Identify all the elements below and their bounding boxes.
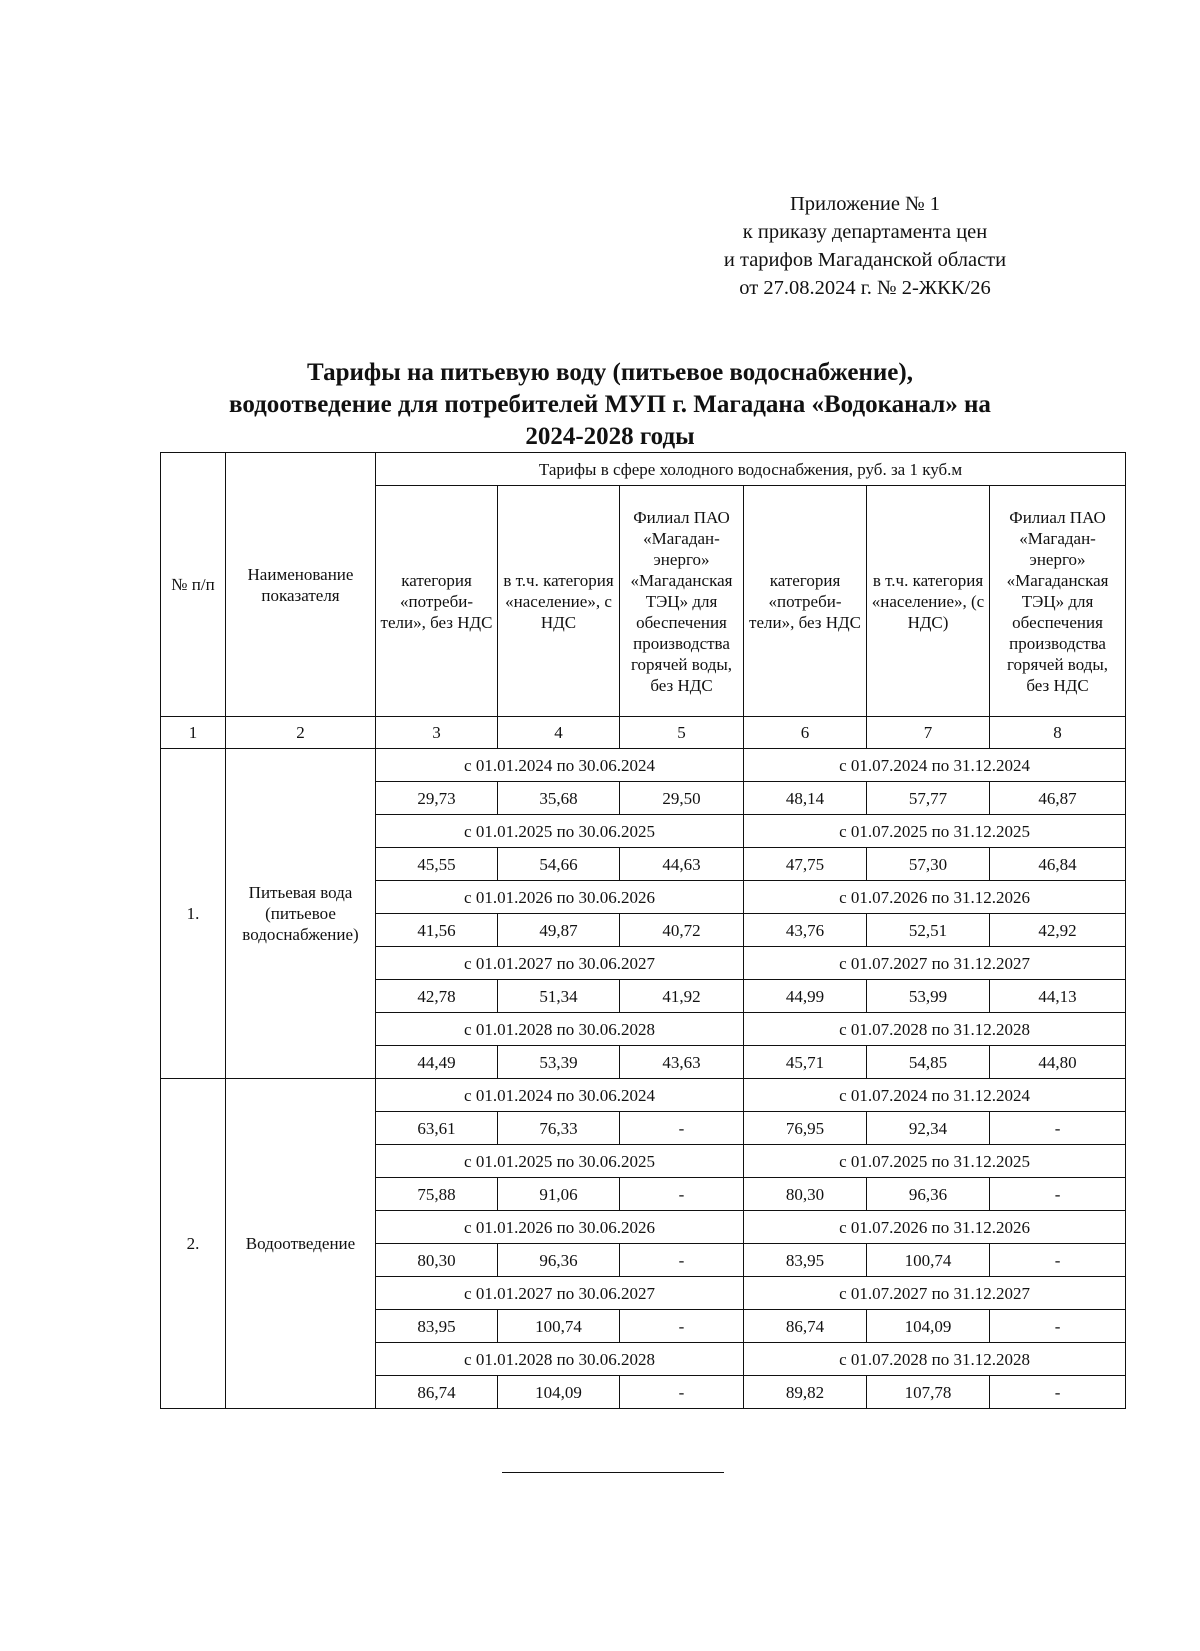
period-first-half: с 01.01.2027 по 30.06.2027	[376, 947, 744, 980]
tariff-value: 104,09	[867, 1310, 990, 1343]
header-col-8: Филиал ПАО «Магадан-энерго» «Магаданская ТЭЦ» для обеспечения производства горячей воды, без НДС	[990, 486, 1126, 717]
period-second-half: с 01.07.2028 по 31.12.2028	[744, 1343, 1126, 1376]
col-number: 7	[867, 717, 990, 749]
title-line: Тарифы на питьевую воду (питьевое водоснабжение),	[307, 359, 913, 386]
tariff-value: 76,33	[498, 1112, 620, 1145]
tariff-value: 35,68	[498, 782, 620, 815]
tariff-value: 43,63	[620, 1046, 744, 1079]
tariff-value: 40,72	[620, 914, 744, 947]
document-title	[160, 357, 1060, 453]
tariff-value: 53,99	[867, 980, 990, 1013]
period-second-half: с 01.07.2027 по 31.12.2027	[744, 947, 1126, 980]
tariff-value: 43,76	[744, 914, 867, 947]
tariff-value: 57,77	[867, 782, 990, 815]
tariff-value: -	[620, 1310, 744, 1343]
period-row	[161, 749, 1126, 782]
tariff-value: 49,87	[498, 914, 620, 947]
section-name: Питьевая вода (питьевое водоснабжение)	[226, 749, 376, 1079]
tariff-value: 44,63	[620, 848, 744, 881]
column-numbers-row	[161, 717, 1126, 749]
header-col-6: категория «потреби-тели», без НДС	[744, 486, 867, 717]
period-first-half: с 01.01.2027 по 30.06.2027	[376, 1277, 744, 1310]
section-name: Водоотведение	[226, 1079, 376, 1409]
tariff-value: 86,74	[376, 1376, 498, 1409]
appendix-line: к приказу департамента цен	[742, 221, 988, 243]
tariff-value: 41,56	[376, 914, 498, 947]
header-name: Наименование показателя	[226, 453, 376, 717]
title-line: 2024-2028 годы	[525, 423, 695, 450]
tariff-value: 57,30	[867, 848, 990, 881]
col-number: 3	[376, 717, 498, 749]
tariff-value: 29,50	[620, 782, 744, 815]
tariff-value: 42,92	[990, 914, 1126, 947]
tariff-value: 83,95	[744, 1244, 867, 1277]
period-first-half: с 01.01.2026 по 30.06.2026	[376, 1211, 744, 1244]
period-second-half: с 01.07.2026 по 31.12.2026	[744, 881, 1126, 914]
period-first-half: с 01.01.2026 по 30.06.2026	[376, 881, 744, 914]
tariff-value: -	[990, 1112, 1126, 1145]
period-first-half: с 01.01.2024 по 30.06.2024	[376, 1079, 744, 1112]
tariff-value: 104,09	[498, 1376, 620, 1409]
tariff-value: -	[620, 1178, 744, 1211]
period-first-half: с 01.01.2028 по 30.06.2028	[376, 1013, 744, 1046]
period-first-half: с 01.01.2028 по 30.06.2028	[376, 1343, 744, 1376]
col-number: 4	[498, 717, 620, 749]
period-second-half: с 01.07.2028 по 31.12.2028	[744, 1013, 1126, 1046]
tariff-value: 100,74	[498, 1310, 620, 1343]
header-group: Тарифы в сфере холодного водоснабжения, руб. за 1 куб.м	[376, 453, 1126, 486]
header-num: № п/п	[161, 453, 226, 717]
tariff-value: 46,84	[990, 848, 1126, 881]
tariff-value: 96,36	[867, 1178, 990, 1211]
tariff-value: 86,74	[744, 1310, 867, 1343]
tariff-value: 91,06	[498, 1178, 620, 1211]
header-col-3: категория «потреби-тели», без НДС	[376, 486, 498, 717]
period-second-half: с 01.07.2024 по 31.12.2024	[744, 749, 1126, 782]
tariff-value: 47,75	[744, 848, 867, 881]
header-col-5: Филиал ПАО «Магадан-энерго» «Магаданская ТЭЦ» для обеспечения производства горячей воды, без НДС	[620, 486, 744, 717]
col-number: 8	[990, 717, 1126, 749]
tariff-value: 44,99	[744, 980, 867, 1013]
title-line: водоотведение для потребителей МУП г. Магадана «Водоканал» на	[229, 391, 991, 418]
tariff-value: -	[620, 1376, 744, 1409]
col-number: 1	[161, 717, 226, 749]
col-number: 6	[744, 717, 867, 749]
header-col-4: в т.ч. категория «население», с НДС	[498, 486, 620, 717]
tariff-value: 44,13	[990, 980, 1126, 1013]
tariff-value: 89,82	[744, 1376, 867, 1409]
tariff-value: 29,73	[376, 782, 498, 815]
period-second-half: с 01.07.2026 по 31.12.2026	[744, 1211, 1126, 1244]
period-second-half: с 01.07.2025 по 31.12.2025	[744, 815, 1126, 848]
period-first-half: с 01.01.2025 по 30.06.2025	[376, 1145, 744, 1178]
tariff-value: -	[990, 1244, 1126, 1277]
closing-rule	[502, 1472, 724, 1473]
tariff-value: -	[990, 1376, 1126, 1409]
period-second-half: с 01.07.2025 по 31.12.2025	[744, 1145, 1126, 1178]
tariff-value: 48,14	[744, 782, 867, 815]
tariff-value: 46,87	[990, 782, 1126, 815]
header-col-7: в т.ч. категория «население», (с НДС)	[867, 486, 990, 717]
tariff-value: 52,51	[867, 914, 990, 947]
tariff-value: 80,30	[744, 1178, 867, 1211]
period-second-half: с 01.07.2024 по 31.12.2024	[744, 1079, 1126, 1112]
tariff-value: 63,61	[376, 1112, 498, 1145]
tariff-table	[160, 452, 1126, 1409]
appendix-block	[640, 190, 1090, 302]
tariff-value: 41,92	[620, 980, 744, 1013]
col-number: 5	[620, 717, 744, 749]
tariff-value: -	[620, 1244, 744, 1277]
section-number: 2.	[161, 1079, 226, 1409]
tariff-value: 96,36	[498, 1244, 620, 1277]
tariff-value: 75,88	[376, 1178, 498, 1211]
tariff-value: 92,34	[867, 1112, 990, 1145]
tariff-value: 54,66	[498, 848, 620, 881]
tariff-value: 80,30	[376, 1244, 498, 1277]
tariff-value: 107,78	[867, 1376, 990, 1409]
appendix-line: от 27.08.2024 г. № 2-ЖКК/26	[739, 277, 991, 299]
period-row	[161, 1079, 1126, 1112]
tariff-value: 76,95	[744, 1112, 867, 1145]
tariff-value: -	[620, 1112, 744, 1145]
tariff-value: 44,49	[376, 1046, 498, 1079]
tariff-value: 45,71	[744, 1046, 867, 1079]
tariff-value: 100,74	[867, 1244, 990, 1277]
tariff-value: 83,95	[376, 1310, 498, 1343]
tariff-value: -	[990, 1178, 1126, 1211]
tariff-value: 42,78	[376, 980, 498, 1013]
tariff-value: 51,34	[498, 980, 620, 1013]
appendix-line: Приложение № 1	[789, 193, 941, 215]
period-first-half: с 01.01.2024 по 30.06.2024	[376, 749, 744, 782]
tariff-value: 53,39	[498, 1046, 620, 1079]
period-second-half: с 01.07.2027 по 31.12.2027	[744, 1277, 1126, 1310]
tariff-value: -	[990, 1310, 1126, 1343]
period-first-half: с 01.01.2025 по 30.06.2025	[376, 815, 744, 848]
appendix-line: и тарифов Магаданской области	[723, 249, 1007, 271]
col-number: 2	[226, 717, 376, 749]
section-number: 1.	[161, 749, 226, 1079]
tariff-value: 45,55	[376, 848, 498, 881]
tariff-value: 44,80	[990, 1046, 1126, 1079]
tariff-value: 54,85	[867, 1046, 990, 1079]
